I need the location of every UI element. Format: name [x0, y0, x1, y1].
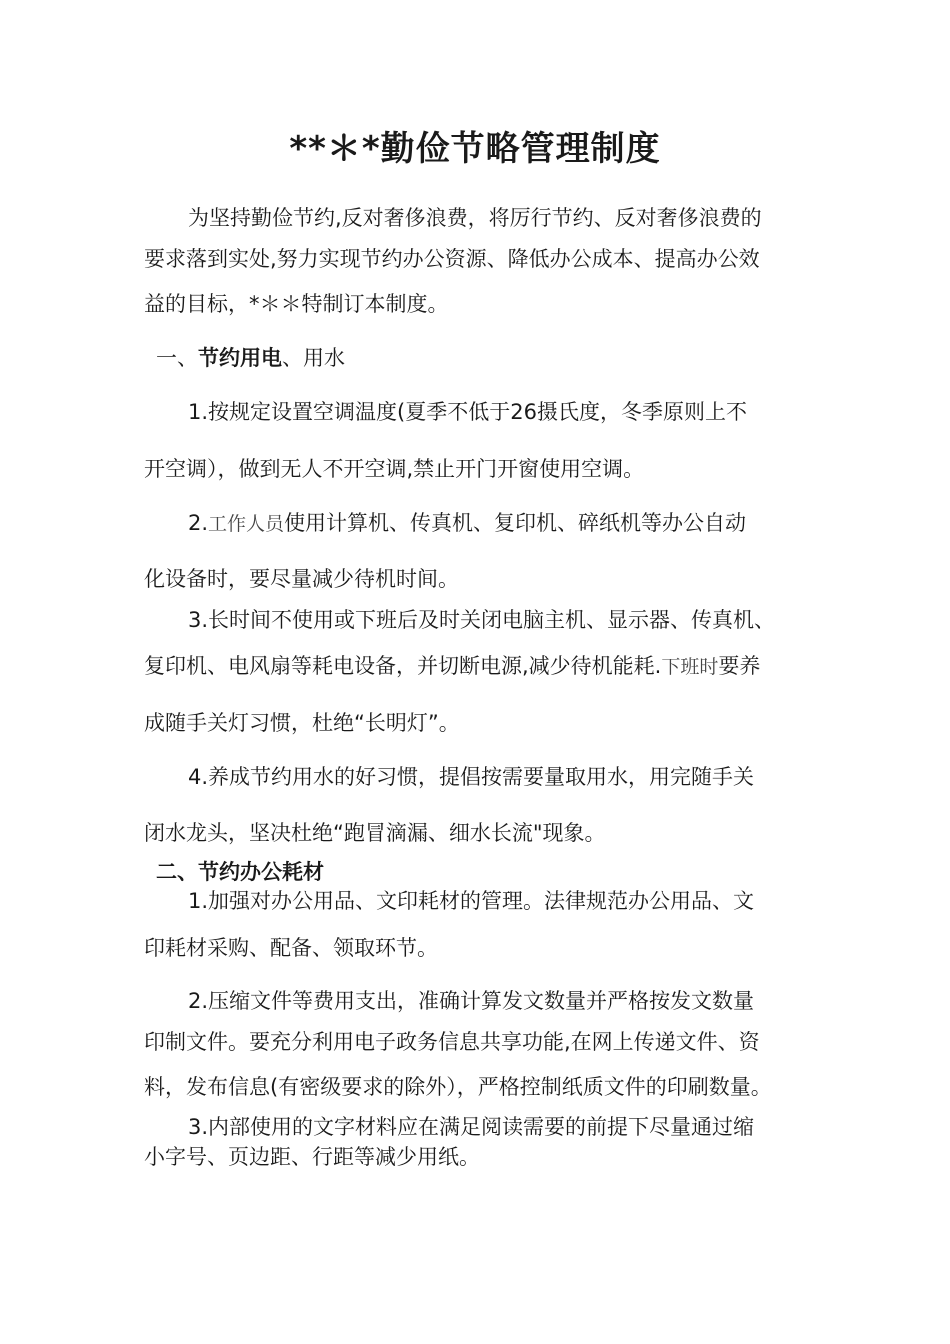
s2-item1-line-1: 1.加强对办公用品、文印耗材的管理。法律规范办公用品、文: [188, 889, 755, 913]
s1-item2-serif: 工作人员: [208, 513, 285, 535]
s1-item2-line-1: [188, 509, 746, 538]
s2-item1-line-2: 印耗材采购、配备、领取环节。: [144, 936, 438, 960]
s2-item3-line-2: 小字号、页边距、行距等减少用纸。: [144, 1145, 480, 1169]
s1-item2-num: 2.: [188, 511, 209, 535]
s1-item3-line-1: 3.长时间不使用或下班后及时关闭电脑主机、显示器、传真机、: [188, 608, 776, 632]
s1-item4-line-2: 闭水龙头，坚决杜绝“跑冒滴漏、细水长流"现象。: [144, 821, 606, 845]
s2-item2-line-3: 料，发布信息(有密级要求的除外），严格控制纸质文件的印刷数量。: [144, 1075, 772, 1099]
s2-item2-line-2: 印制文件。要充分利用电子政务信息共享功能,在网上传递文件、资: [144, 1030, 760, 1054]
section-2-heading: 二、节约办公耗材: [156, 860, 324, 884]
intro-line-3: 益的目标，*＊＊特制订本制度。: [144, 292, 449, 316]
s1-item3-line-3: 成随手关灯习惯，杜绝“长明灯”。: [144, 711, 460, 735]
s1-item2-rest: 使用计算机、传真机、复印机、碎纸机等办公自动: [284, 511, 747, 535]
intro-line-2: 要求落到实处,努力实现节约办公资源、降低办公成本、提高办公效: [144, 247, 760, 271]
s2-item3-line-1: 3.内部使用的文字材料应在满足阅读需要的前提下尽量通过缩: [188, 1115, 755, 1139]
section-1-heading: [156, 344, 345, 372]
s1-item3-line-2-end: 要养: [718, 654, 761, 678]
intro-line-1: 为坚持勤俭节约,反对奢侈浪费，将厉行节约、反对奢侈浪费的: [188, 206, 762, 230]
section-1-heading-suffix: 、用水: [282, 346, 345, 370]
document-title: **＊*勤俭节略管理制度: [289, 129, 661, 169]
s1-item1-line-2: 开空调），做到无人不开空调,禁止开门开窗使用空调。: [144, 457, 645, 481]
s1-item3-line-2-serif: 下班时: [661, 656, 719, 678]
s1-item2-line-2: 化设备时，要尽量减少待机时间。: [144, 567, 459, 591]
s1-item1-line-1: 1.按规定设置空调温度(夏季不低于26摄氏度，冬季原则上不: [188, 400, 747, 424]
section-1-heading-bold: 节约用电: [198, 346, 282, 370]
s1-item3-line-2-start: 复印机、电风扇等耗电设备，并切断电源,减少待机能耗.: [144, 654, 662, 678]
s2-item2-line-1: 2.压缩文件等费用支出，准确计算发文数量并严格按发文数量: [188, 989, 755, 1013]
s1-item4-line-1: 4.养成节约用水的好习惯，提倡按需要量取用水，用完随手关: [188, 765, 755, 789]
section-1-heading-prefix: 一、: [156, 346, 198, 370]
s1-item3-line-2: [144, 652, 760, 681]
